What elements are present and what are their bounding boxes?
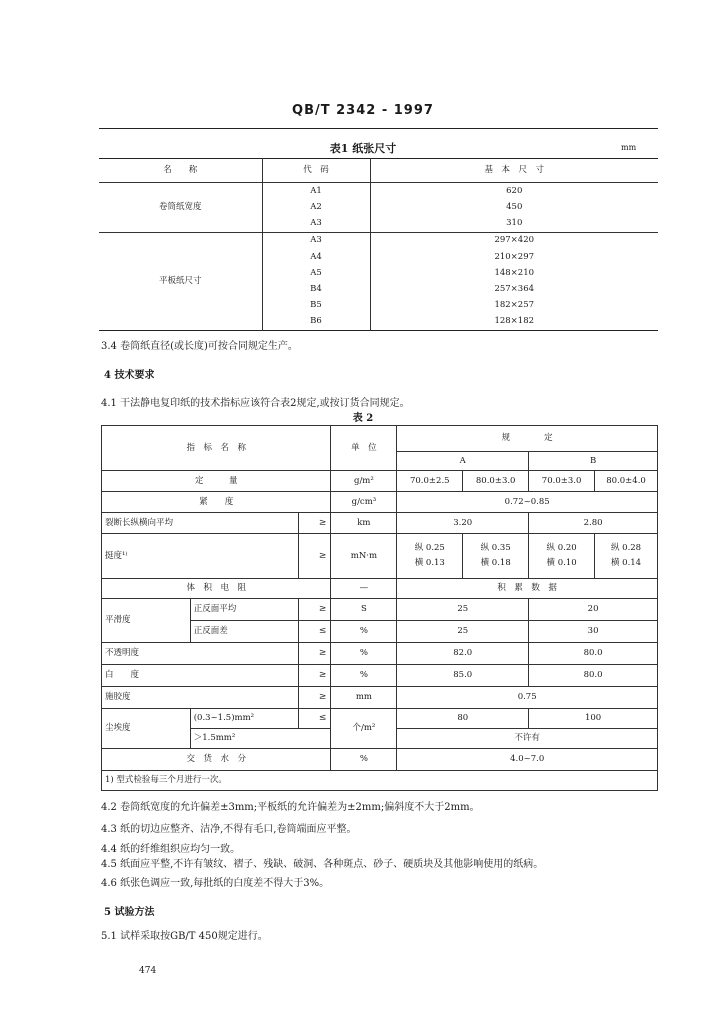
t2-sub-name: 正反面平均 [190, 599, 298, 621]
t1-code: A2 [262, 199, 370, 215]
t1-code: A1 [262, 183, 370, 200]
t2-unit: % [331, 665, 397, 687]
t2-stiff-md: 纵 0.28 [610, 542, 642, 553]
t2-value-a: 3.20 [397, 513, 529, 534]
t2-value: 0.75 [397, 687, 658, 709]
t1-size: 310 [370, 215, 658, 232]
t1-size: 620 [370, 183, 658, 200]
t2-header-b: B [529, 452, 658, 471]
t2-value-b: 100 [529, 709, 658, 729]
t2-value: 不许有 [397, 729, 658, 749]
t1-size: 148×210 [370, 265, 658, 281]
t1-code: A3 [262, 232, 370, 249]
t2-stiff-md: 纵 0.35 [480, 542, 511, 553]
t2-header-spec: 规 定 [397, 426, 658, 452]
t2-stiff-cd: 横 0.13 [414, 558, 445, 568]
t2-stiff-md: 纵 0.25 [414, 542, 445, 553]
t2-sub-name: 正反面差 [190, 621, 298, 643]
t2-row-lie-name: 裂断长纵横向平均 [102, 513, 299, 534]
t2-unit: mm [331, 687, 397, 709]
t1-code: B6 [262, 314, 370, 331]
clause-4-1: 4.1 干法静电复印纸的技术指标应该符合表2规定,或按订货合同规定。 [101, 398, 410, 409]
t1-size: 182×257 [370, 297, 658, 313]
table2-caption: 表 2 [352, 413, 374, 424]
t2-le: ≤ [298, 709, 331, 729]
t2-value-a: 80 [397, 709, 529, 729]
t1-code: B4 [262, 281, 370, 297]
t2-row-ding-name: 定 量 [102, 471, 331, 492]
clause-4-6: 4.6 纸张色调应一致,每批纸的白度差不得大于3%。 [101, 878, 330, 889]
t2-ge: ≥ [298, 687, 331, 709]
table1-caption: 表1 纸张尺寸 [329, 142, 397, 155]
t2-value: 0.72~0.85 [397, 492, 658, 513]
t1-size: 128×182 [370, 314, 658, 331]
t2-value-a: 85.0 [397, 665, 529, 687]
t2-ge: ≥ [298, 534, 331, 579]
page-number: 474 [139, 966, 157, 976]
t2-unit: % [331, 749, 397, 771]
t2-row-ping-name: 平滑度 [102, 599, 191, 643]
t2-value-a: 25 [397, 599, 529, 621]
t2-value-b: 2.80 [529, 513, 658, 534]
header-standard-number: QB/T 2342 - 1997 [292, 103, 434, 118]
t1-size: 297×420 [370, 232, 658, 249]
t2-value: 70.0±2.5 [397, 471, 463, 492]
t1-code: A3 [262, 215, 370, 232]
t2-value: 80.0±4.0 [595, 471, 658, 492]
t2-value-a: 82.0 [397, 643, 529, 665]
section-4-title: 4 技术要求 [104, 370, 155, 381]
t2-unit: % [331, 621, 397, 643]
t2-value-b: 80.0 [529, 643, 658, 665]
t2-le: ≤ [298, 621, 331, 643]
t2-stiff-md: 纵 0.20 [546, 542, 577, 553]
clause-3-4: 3.4 卷筒纸直径(或长度)可按合同规定生产。 [101, 341, 298, 352]
t1-code: A5 [262, 265, 370, 281]
table1 [99, 158, 658, 331]
t2-stiff-cd: 横 0.18 [480, 558, 511, 568]
t2-value: 积 累 数 据 [397, 579, 658, 599]
t2-value: 70.0±3.0 [529, 471, 595, 492]
t1-group1-name: 卷筒纸宽度 [99, 183, 262, 233]
t2-header-unit: 单 位 [331, 426, 397, 471]
t2-row-shi-name: 施胶度 [102, 687, 299, 709]
t2-stiff-cd: 横 0.14 [610, 558, 642, 568]
t1-size: 450 [370, 199, 658, 215]
header-rule [99, 128, 658, 129]
table1-unit: mm [621, 143, 637, 152]
t2-unit: S [331, 599, 397, 621]
t2-value-b: 20 [529, 599, 658, 621]
clause-4-4: 4.4 纸的纤维组织应均匀一致。 [101, 844, 241, 855]
clause-5-1: 5.1 试样采取按GB/T 450规定进行。 [101, 931, 268, 942]
table2 [101, 425, 658, 791]
t2-ge: ≥ [298, 599, 331, 621]
t1-size: 210×297 [370, 249, 658, 265]
t2-unit: g/m² [331, 471, 397, 492]
t2-value-b: 30 [529, 621, 658, 643]
t2-header-name: 指 标 名 称 [102, 426, 331, 471]
t2-header-a: A [397, 452, 529, 471]
clause-4-5: 4.5 纸面应平整,不许有皱纹、褶子、残缺、破洞、各种斑点、砂子、硬质块及其他影响使用的纸病。 [101, 859, 544, 870]
t2-value-a: 25 [397, 621, 529, 643]
t1-group2-name: 平板纸尺寸 [99, 232, 262, 330]
t2-row-chen-name: 尘埃度 [102, 709, 191, 749]
t2-sub-name: (0.3~1.5)mm² [190, 709, 298, 729]
t2-row-tiji-name: 体 积 电 阻 [102, 579, 331, 599]
t2-ge: ≥ [298, 513, 331, 534]
clause-4-2: 4.2 卷筒纸宽度的允许偏差±3mm;平板纸的允许偏差为±2mm;偏斜度不大于2mm。 [101, 802, 480, 813]
t2-sub-name: ＞1.5mm² [190, 729, 331, 749]
t1-size: 257×364 [370, 281, 658, 297]
t1-code: A4 [262, 249, 370, 265]
t2-unit: — [331, 579, 397, 599]
t2-unit: % [331, 643, 397, 665]
t2-value: 4.0~7.0 [397, 749, 658, 771]
t2-row-butou-name: 不透明度 [102, 643, 299, 665]
t2-unit: 个/m² [331, 709, 397, 749]
t1-header-code: 代 码 [262, 159, 370, 183]
t1-header-name: 名 称 [99, 159, 262, 183]
t1-header-size: 基 本 尺 寸 [370, 159, 658, 183]
clause-4-3: 4.3 纸的切边应整齐、洁净,不得有毛口,卷筒端面应平整。 [101, 824, 357, 835]
t2-row-ting-name: 挺度¹⁾ [102, 534, 299, 579]
t2-ge: ≥ [298, 643, 331, 665]
t2-value: 80.0±3.0 [463, 471, 529, 492]
t2-value-b: 80.0 [529, 665, 658, 687]
t2-unit: g/cm³ [331, 492, 397, 513]
t2-footnote: 1) 型式检验每三个月进行一次。 [102, 771, 658, 791]
t2-row-jin-name: 紧 度 [102, 492, 331, 513]
t2-unit: mN·m [331, 534, 397, 579]
t2-stiff-cd: 横 0.10 [546, 558, 577, 568]
t1-code: B5 [262, 297, 370, 313]
t2-row-bai-name: 白 度 [102, 665, 299, 687]
section-5-title: 5 试验方法 [104, 907, 155, 918]
t2-ge: ≥ [298, 665, 331, 687]
t2-row-shui-name: 交 货 水 分 [102, 749, 331, 771]
t2-unit: km [331, 513, 397, 534]
